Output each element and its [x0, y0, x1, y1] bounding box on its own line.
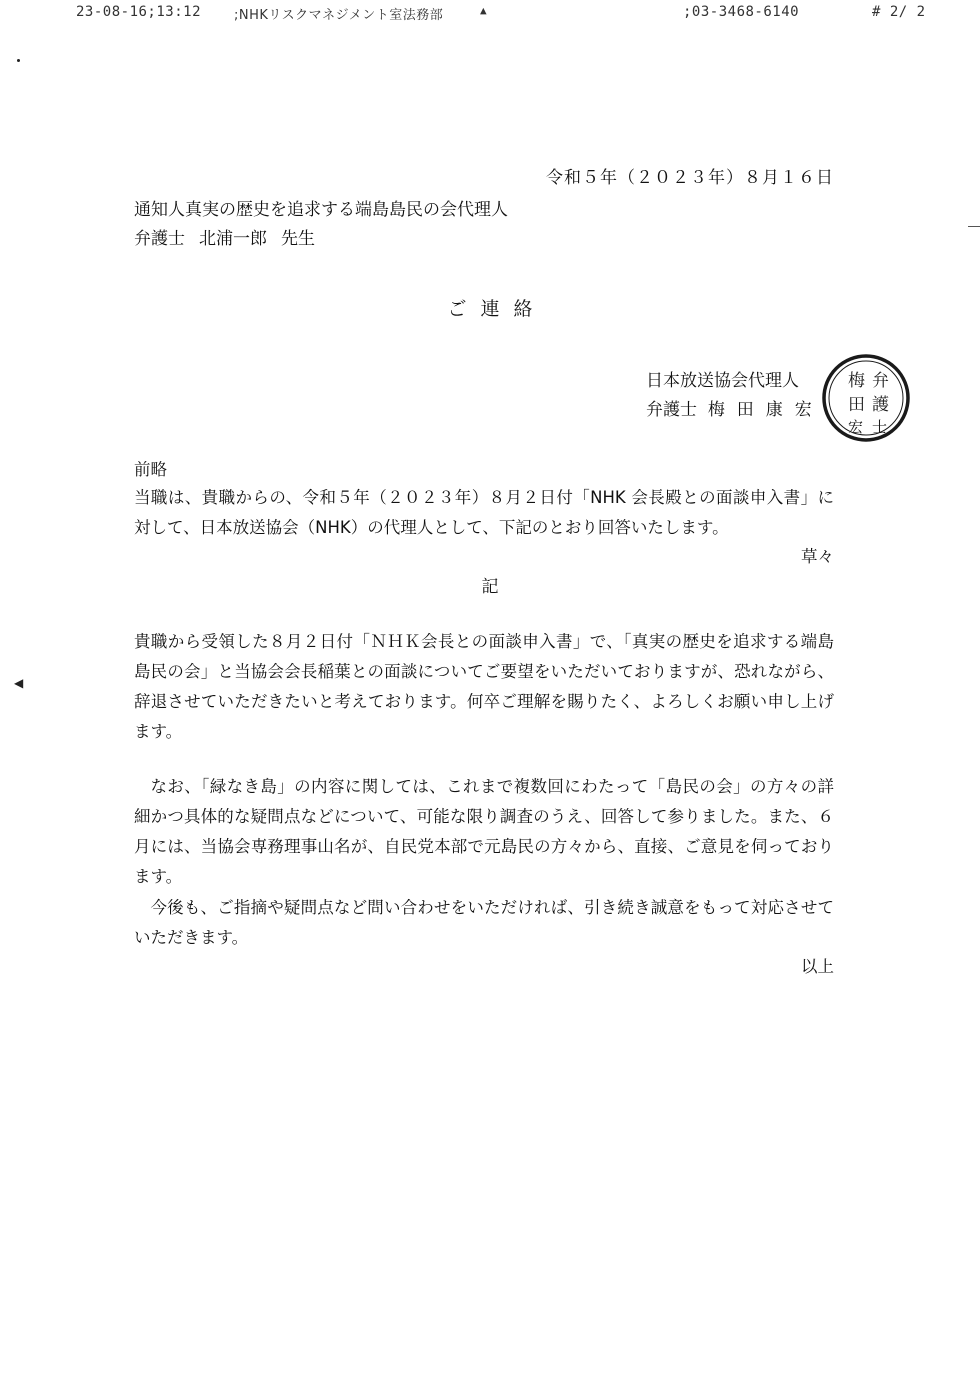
ki-heading: 記 [481, 577, 499, 597]
svg-text:弁: 弁 [872, 371, 889, 391]
body-paragraph-2: なお、「緑なき島」の内容に関しては、これまで複数回にわたって「島民の会」の方々の詳細かつ具体的な疑問点などについて、可能な限り調査のうえ、回答して参りました。また、６月には、当協会専務理事山名が、自民党本部で元島民の方々から、直接、ご意見を伺っております。 [134, 777, 834, 886]
document-date: 令和５年（２０２３年）８月１６日 [546, 168, 834, 188]
fax-sender: ;NHKリスクマネジメント室法務部 [234, 8, 444, 23]
fax-arrow-icon: ▲ [480, 4, 488, 17]
fax-transmission-header [0, 4, 980, 26]
salutation: 前略 [134, 460, 167, 479]
body-paragraph-3: 今後も、ご指摘や疑問点など問い合わせをいただければ、引き続き誠意をもって対応させていただきます。 [134, 898, 834, 947]
edge-mark [968, 226, 980, 227]
closing-ijou: 以上 [801, 957, 834, 976]
svg-text:士: 士 [872, 418, 888, 436]
recipient-line1: 通知人真実の歴史を追求する端島島民の会代理人 [134, 200, 508, 220]
svg-text:護: 護 [872, 395, 889, 415]
svg-text:宏: 宏 [848, 418, 864, 436]
recipient-honorific: 先生 [281, 229, 315, 249]
fax-phone: ;03-3468-6140 [683, 4, 800, 20]
fax-datetime: 23-08-16;13:12 [76, 4, 202, 20]
recipient-name: 北浦一郎 [199, 229, 267, 249]
sender-line1: 日本放送協会代理人 [646, 371, 799, 391]
lawyer-seal-stamp [820, 352, 912, 444]
sender-title: 弁護士 [646, 400, 697, 420]
closing-sosou: 草々 [801, 547, 834, 566]
sender-block [646, 367, 824, 425]
sender-line2 [646, 396, 824, 425]
body-paragraph-1: 貴職から受領した８月２日付「ＮＨＫ会長との面談申入書」で、「真実の歴史を追求する端島島民の会」と当協会会長稲葉との面談についてご要望をいただいておりますが、恐れながら、辞退させていただきたいと考えております。何卒ご理解を賜りたく、よろしくお願い申し上げます。 [134, 632, 834, 741]
fax-page-number: # 2/ 2 [872, 4, 926, 20]
scan-speck [17, 59, 20, 62]
intro-paragraph: 当職は、貴職からの、令和５年（２０２３年）８月２日付「NHK 会長殿との面談申入書」に対して、日本放送協会（NHK）の代理人として、下記のとおり回答いたします。 [134, 488, 834, 537]
recipient-line2 [134, 225, 508, 254]
svg-text:田: 田 [848, 395, 865, 415]
recipient-title: 弁護士 [134, 229, 185, 249]
svg-text:梅: 梅 [848, 371, 865, 391]
sender-name: 梅田康宏 [707, 400, 824, 420]
recipient-block [134, 196, 508, 254]
document-title: ご連絡 [447, 298, 547, 320]
side-arrow-icon: ◀ [14, 676, 24, 690]
